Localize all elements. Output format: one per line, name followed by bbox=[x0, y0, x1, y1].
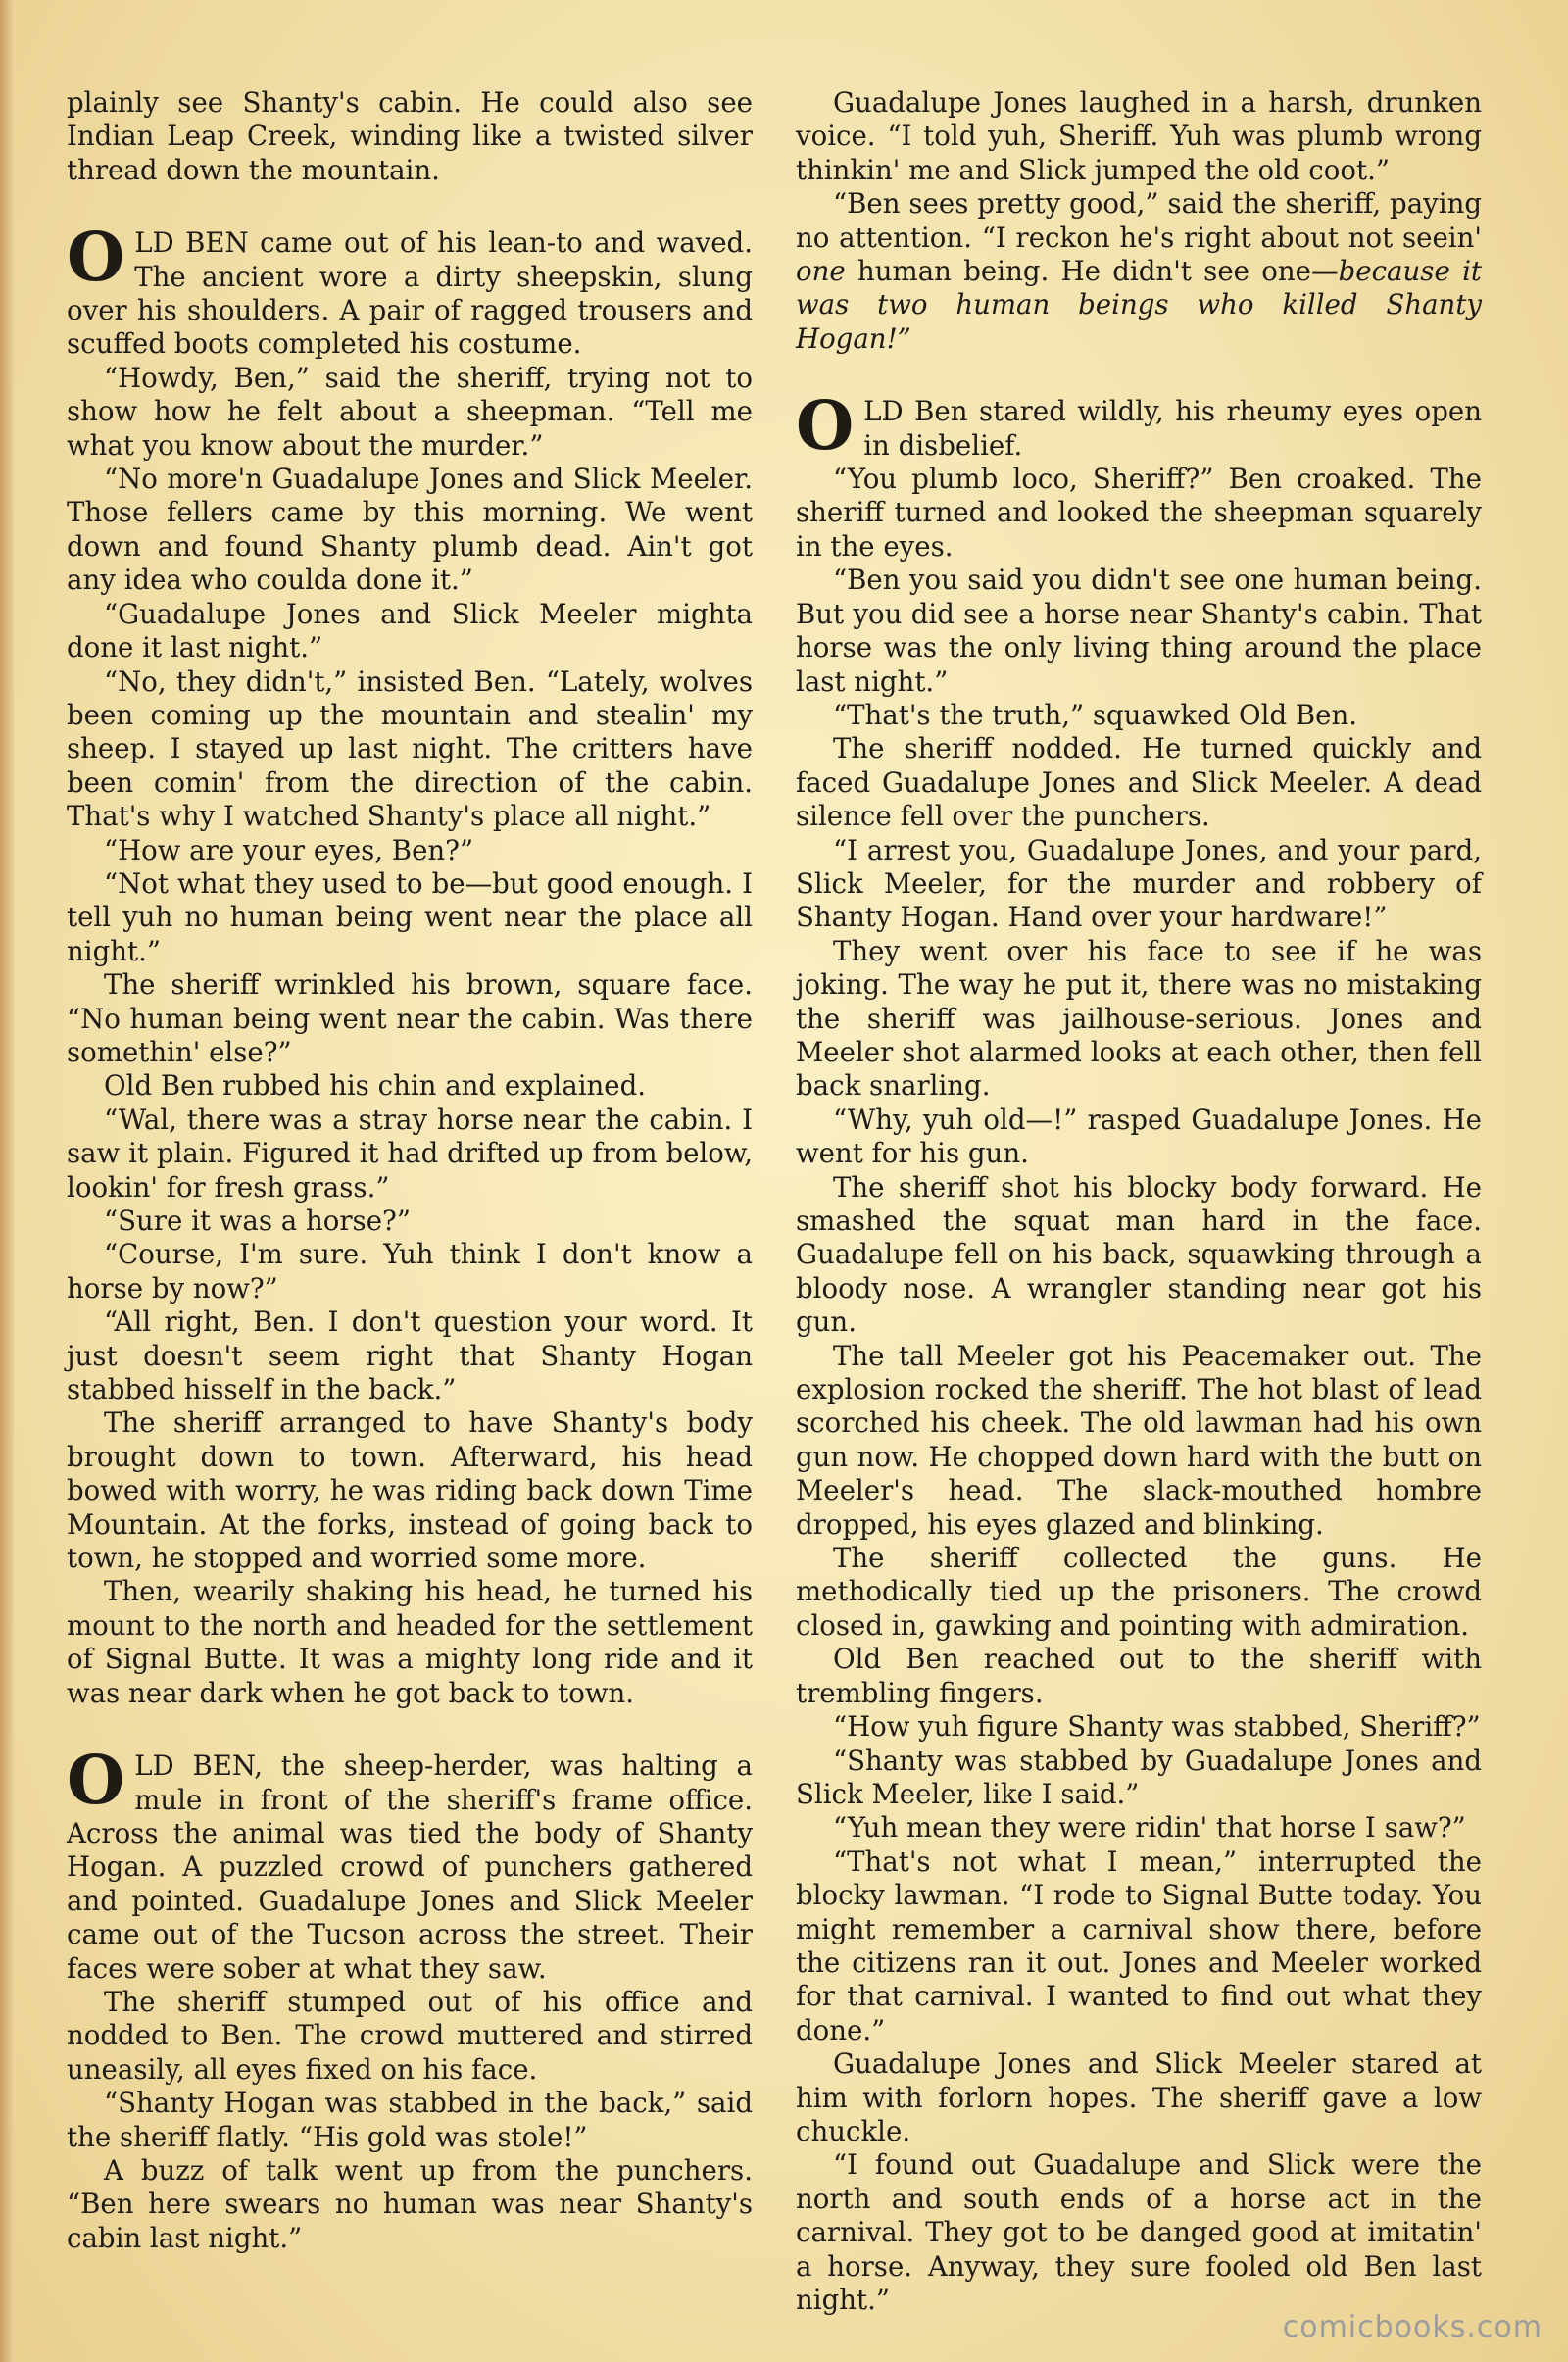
paragraph: “Ben you said you didn't see one human being. But you did see a horse near Shanty's cabin. That horse was the only living thing around the place last night.” bbox=[796, 564, 1482, 698]
right-column bbox=[796, 86, 1482, 2317]
section-opening bbox=[796, 387, 1482, 467]
paragraph: A buzz of talk went up from the punchers. “Ben here swears no human was near Shanty's cabin last night.” bbox=[67, 2153, 753, 2254]
paragraph: The tall Meeler got his Peacemaker out. The explosion rocked the sheriff. The hot blast of lead scorched his cheek. The old lawman had his own gun now. He chopped down hard with the butt on Meeler's head. The slack-mouthed hombre dropped, his eyes glazed and blinking. bbox=[796, 1339, 1482, 1541]
paragraph: “I arrest you, Guadalupe Jones, and your pard, Slick Meeler, for the murder and robbery of Shanty Hogan. Hand over your hardware!” bbox=[796, 833, 1482, 934]
paragraph: “How are your eyes, Ben?” bbox=[104, 833, 474, 866]
section-opening bbox=[67, 219, 753, 362]
emphasis-text: one bbox=[796, 255, 846, 288]
paragraph: “Not what they used to be—but good enough. I tell yuh no human being went near the place all night.” bbox=[67, 866, 753, 967]
text-run: human being. He didn't see one— bbox=[845, 255, 1339, 288]
paragraph: “All right, Ben. I don't question your word. It just doesn't seem right that Shanty Hogan stabbed hisself in the back.” bbox=[67, 1305, 753, 1406]
section-lead-text: LD BEN came out of his lean-to and waved. The ancient wore a dirty sheepskin, slung over his shoulders. A pair of ragged trousers and scuffed boots completed his costume. bbox=[67, 226, 753, 361]
paragraph: “Yuh mean they were ridin' that horse I saw?” bbox=[833, 1811, 1466, 1845]
section-opening bbox=[67, 1742, 753, 1986]
paragraph: “I found out Guadalupe and Slick were the north and south ends of a horse act in the carnival. They got to be danged good at imitatin' a horse. Anyway, they sure fooled old Ben last night.” bbox=[796, 2148, 1482, 2316]
paragraph: The sheriff stumped out of his office and nodded to Ben. The crowd muttered and stirred uneasily, all eyes fixed on his face. bbox=[67, 1985, 753, 2086]
paragraph: “That's not what I mean,” interrupted the blocky lawman. “I rode to Signal Butte today. You might remember a carnival show there, before the citizens ran it out. Jones and Meeler worked for that carnival. I wanted to find out what they done.” bbox=[796, 1845, 1482, 2046]
paragraph: Old Ben reached out to the sheriff with trembling fingers. bbox=[796, 1643, 1482, 1709]
emphasis-text: because it was two human beings who killed Shanty Hogan!” bbox=[796, 255, 1482, 355]
paragraph: The sheriff collected the guns. He methodically tied up the prisoners. The crowd closed in, gawking and pointing with admiration. bbox=[796, 1542, 1482, 1642]
paragraph bbox=[796, 187, 1482, 356]
drop-cap: O bbox=[67, 219, 125, 298]
paragraph: “Howdy, Ben,” said the sheriff, trying not to show how he felt about a sheepman. “Tell me what you know about the murder.” bbox=[67, 361, 753, 462]
paragraph: The sheriff wrinkled his brown, square face. “No human being went near the cabin. Was there somethin' else?” bbox=[67, 968, 753, 1068]
paragraph: “That's the truth,” squawked Old Ben. bbox=[833, 698, 1358, 731]
paragraph: Guadalupe Jones laughed in a harsh, drunken voice. “I told yuh, Sheriff. Yuh was plumb wrong thinkin' me and Slick jumped the old coot.” bbox=[796, 86, 1482, 186]
paragraph: “Sure it was a horse?” bbox=[104, 1205, 411, 1237]
drop-cap: O bbox=[796, 387, 855, 467]
page-edge bbox=[0, 0, 14, 2362]
section-lead-text: LD BEN, the sheep-herder, was halting a mule in front of the sheriff's frame office. Across the animal was tied the body of Shanty Hogan. A puzzled crowd of punchers gathered and pointed. Guadalupe Jones and Slick Meeler came out of the Tucson across the street. Their faces were sober at what they saw. bbox=[67, 1749, 753, 1985]
section-lead-text: LD Ben stared wildly, his rheumy eyes open in disbelief. bbox=[863, 395, 1482, 462]
paragraph: “Shanty was stabbed by Guadalupe Jones and Slick Meeler, like I said.” bbox=[796, 1744, 1482, 1810]
watermark: comicbooks.com bbox=[1282, 2310, 1543, 2344]
paragraph: “Shanty Hogan was stabbed in the back,” said the sheriff flatly. “His gold was stole!” bbox=[67, 2087, 753, 2153]
paragraph: Old Ben rubbed his chin and explained. bbox=[104, 1069, 647, 1103]
paragraph: “Guadalupe Jones and Slick Meeler mighta done it last night.” bbox=[67, 597, 753, 664]
paragraph: They went over his face to see if he was joking. The way he put it, there was no mistaking the sheriff was jailhouse-serious. Jones and Meeler shot alarmed looks at each other, then fell back snarling. bbox=[796, 934, 1482, 1103]
paragraph: “No, they didn't,” insisted Ben. “Lately, wolves been coming up the mountain and stealin' my sheep. I stayed up last night. The critters have been comin' from the direction of the cabin. That's why I watched Shanty's place all night.” bbox=[67, 664, 753, 833]
text-run: “Ben sees pretty good,” said the sheriff, paying no attention. “I reckon he's right about not seein' bbox=[796, 187, 1482, 254]
paragraph: Guadalupe Jones and Slick Meeler stared at him with forlorn hopes. The sheriff gave a low chuckle. bbox=[796, 2047, 1482, 2147]
paragraph: “Course, I'm sure. Yuh think I don't know a horse by now?” bbox=[67, 1238, 753, 1304]
paragraph: “Why, yuh old—!” rasped Guadalupe Jones. He went for his gun. bbox=[796, 1103, 1482, 1170]
paragraph: plainly see Shanty's cabin. He could also see Indian Leap Creek, winding like a twisted silver thread down the mountain. bbox=[67, 86, 753, 186]
paragraph: “You plumb loco, Sheriff?” Ben croaked. The sheriff turned and looked the sheepman squarely in the eyes. bbox=[796, 463, 1482, 563]
paragraph: “No more'n Guadalupe Jones and Slick Meeler. Those fellers came by this morning. We went down and found Shanty plumb dead. Ain't got any idea who coulda done it.” bbox=[67, 463, 753, 597]
paragraph: The sheriff nodded. He turned quickly and faced Guadalupe Jones and Slick Meeler. A dead silence fell over the punchers. bbox=[796, 732, 1482, 833]
paragraph: “Wal, there was a stray horse near the cabin. I saw it plain. Figured it had drifted up from below, lookin' for fresh grass.” bbox=[67, 1103, 753, 1204]
paragraph: The sheriff arranged to have Shanty's body brought down to town. Afterward, his head bowed with worry, he was riding back down Time Mountain. At the forks, instead of going back to town, he stopped and worried some more. bbox=[67, 1406, 753, 1575]
paragraph: The sheriff shot his blocky body forward. He smashed the squat man hard in the face. Guadalupe fell on his back, squawking through a bloody nose. A wrangler standing near got his gun. bbox=[796, 1170, 1482, 1339]
paragraph: Then, wearily shaking his head, he turned his mount to the north and headed for the settlement of Signal Butte. It was a mighty long ride and it was near dark when he got back to town. bbox=[67, 1575, 753, 1709]
drop-cap: O bbox=[67, 1742, 125, 1821]
left-column bbox=[67, 86, 753, 2255]
paragraph: “How yuh figure Shanty was stabbed, Sheriff?” bbox=[833, 1710, 1481, 1744]
